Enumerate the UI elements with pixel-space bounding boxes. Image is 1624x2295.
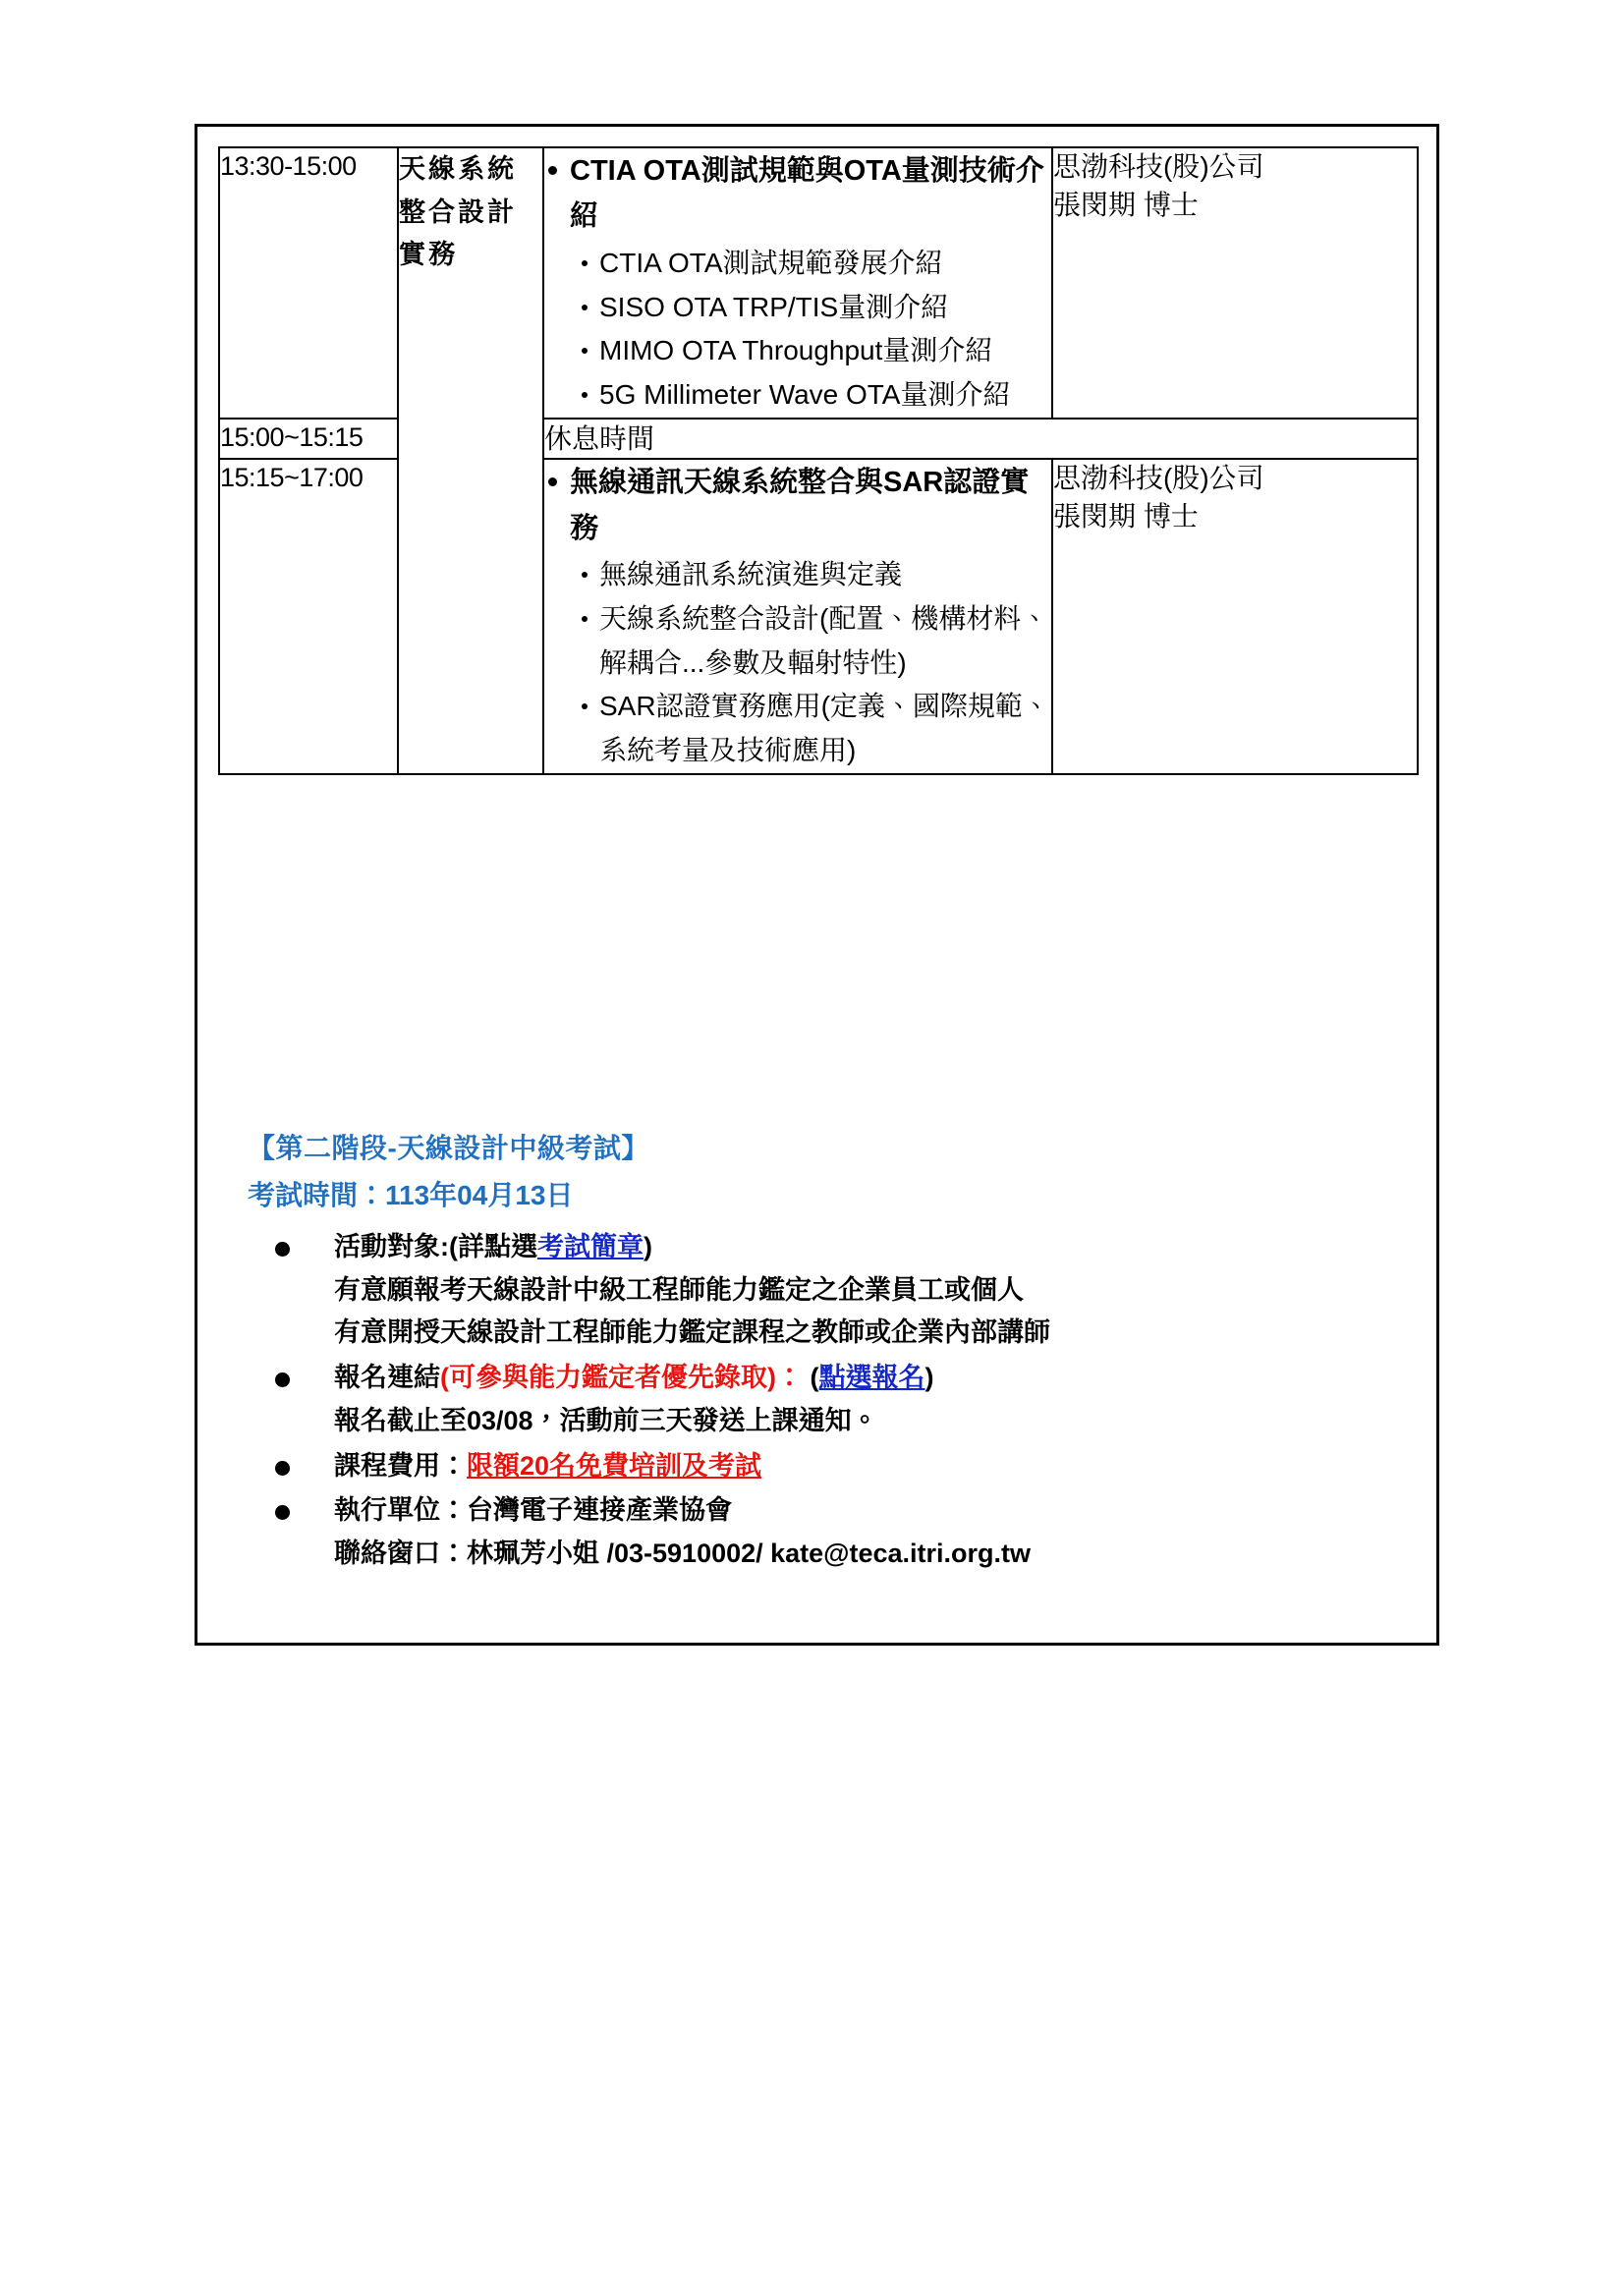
notice-registration-line — [334, 1357, 1417, 1400]
session-sub-bullet-group — [544, 242, 1051, 418]
notice-item-list — [248, 1226, 1417, 1576]
notice-audience-line — [334, 1226, 1417, 1269]
registration-link[interactable]: 點選報名 — [818, 1363, 925, 1393]
lecturer-name: 張閔期 博士 — [1053, 500, 1199, 532]
list-item: 無線通訊系統演進與定義 — [580, 553, 1051, 597]
cell-break-label: 休息時間 — [543, 419, 1418, 459]
notice-item-fee — [248, 1445, 1417, 1488]
notice-audience-line-2: 有意願報考天線設計中級工程師能力鑑定之企業員工或個人 — [334, 1274, 1024, 1305]
notice-exam-time: 考試時間：113年04月13日 — [248, 1180, 574, 1210]
session-sub-list — [544, 242, 1051, 418]
cell-time-slot: 15:00~15:15 — [219, 419, 398, 459]
list-item: 天線系統整合設計(配置、機構材料、解耦合...參數及輻射特性) — [580, 597, 1051, 686]
notice-audience-line-3: 有意開授天線設計工程師能力鑑定課程之教師或企業內部講師 — [334, 1317, 1050, 1348]
lecturer-company: 思渤科技(股)公司 — [1053, 151, 1264, 182]
notice-registration-deadline: 報名截止至03/08，活動前三天發送上課通知。 — [334, 1405, 878, 1435]
notice-contact-line: 聯絡窗口：林珮芳小姐 /03-5910002/ kate@teca.itri.org.tw — [334, 1539, 1032, 1569]
list-item: SISO OTA TRP/TIS量測介紹 — [580, 286, 1051, 330]
session-sub-bullet-group — [544, 553, 1051, 773]
notice-registration-open-paren: ( — [802, 1363, 819, 1393]
list-item: MIMO OTA Throughput量測介紹 — [580, 329, 1051, 373]
course-schedule-table — [218, 146, 1419, 775]
notice-organizer-line: 執行單位：台灣電子連接產業協會 — [334, 1495, 732, 1526]
cell-lecturer — [1052, 459, 1418, 774]
notice-registration-prefix: 報名連結 — [334, 1363, 440, 1393]
notice-registration-close-paren: ) — [924, 1363, 934, 1393]
session-main-bullet: CTIA OTA測試規範與OTA量測技術介紹 — [544, 148, 1051, 240]
cell-time-slot: 15:15~17:00 — [219, 459, 398, 774]
notice-heading: 【第二階段-天線設計中級考試】 — [248, 1133, 649, 1163]
exam-brochure-link[interactable]: 考試簡章 — [536, 1232, 644, 1261]
table-row — [219, 147, 1418, 419]
cell-time-slot: 13:30-15:00 — [219, 147, 398, 419]
notice-audience-prefix: 活動對象:(詳點選 — [334, 1232, 537, 1261]
notice-audience-suffix: ) — [643, 1232, 652, 1261]
lecturer-name: 張閔期 博士 — [1053, 189, 1199, 220]
exam-notice-section — [248, 1128, 1417, 1578]
list-item: CTIA OTA測試規範發展介紹 — [580, 242, 1051, 286]
notice-fee-value: 限額20名免費培訓及考試 — [467, 1450, 762, 1481]
cell-session-content — [543, 459, 1052, 774]
session-outline-list — [544, 148, 1051, 418]
session-main-bullet: 無線通訊天線系統整合與SAR認證實務 — [544, 460, 1051, 551]
list-item: 5G Millimeter Wave OTA量測介紹 — [580, 373, 1051, 418]
list-item: SAR認證實務應用(定義、國際規範、系統考量及技術應用) — [580, 685, 1051, 773]
lecturer-company: 思渤科技(股)公司 — [1053, 463, 1264, 494]
notice-fee-line — [334, 1445, 1417, 1488]
cell-lecturer — [1052, 147, 1418, 419]
cell-session-content — [543, 147, 1052, 419]
session-sub-list — [544, 553, 1051, 773]
cell-course-topic: 天線系統整合設計實務 — [398, 147, 543, 774]
session-outline-list — [544, 460, 1051, 773]
notice-item-registration — [248, 1357, 1417, 1442]
notice-registration-priority-note: (可參與能力鑑定者優先錄取)： — [440, 1363, 803, 1393]
notice-item-audience — [248, 1226, 1417, 1355]
notice-item-organizer — [248, 1489, 1417, 1575]
notice-fee-prefix: 課程費用： — [334, 1450, 467, 1481]
